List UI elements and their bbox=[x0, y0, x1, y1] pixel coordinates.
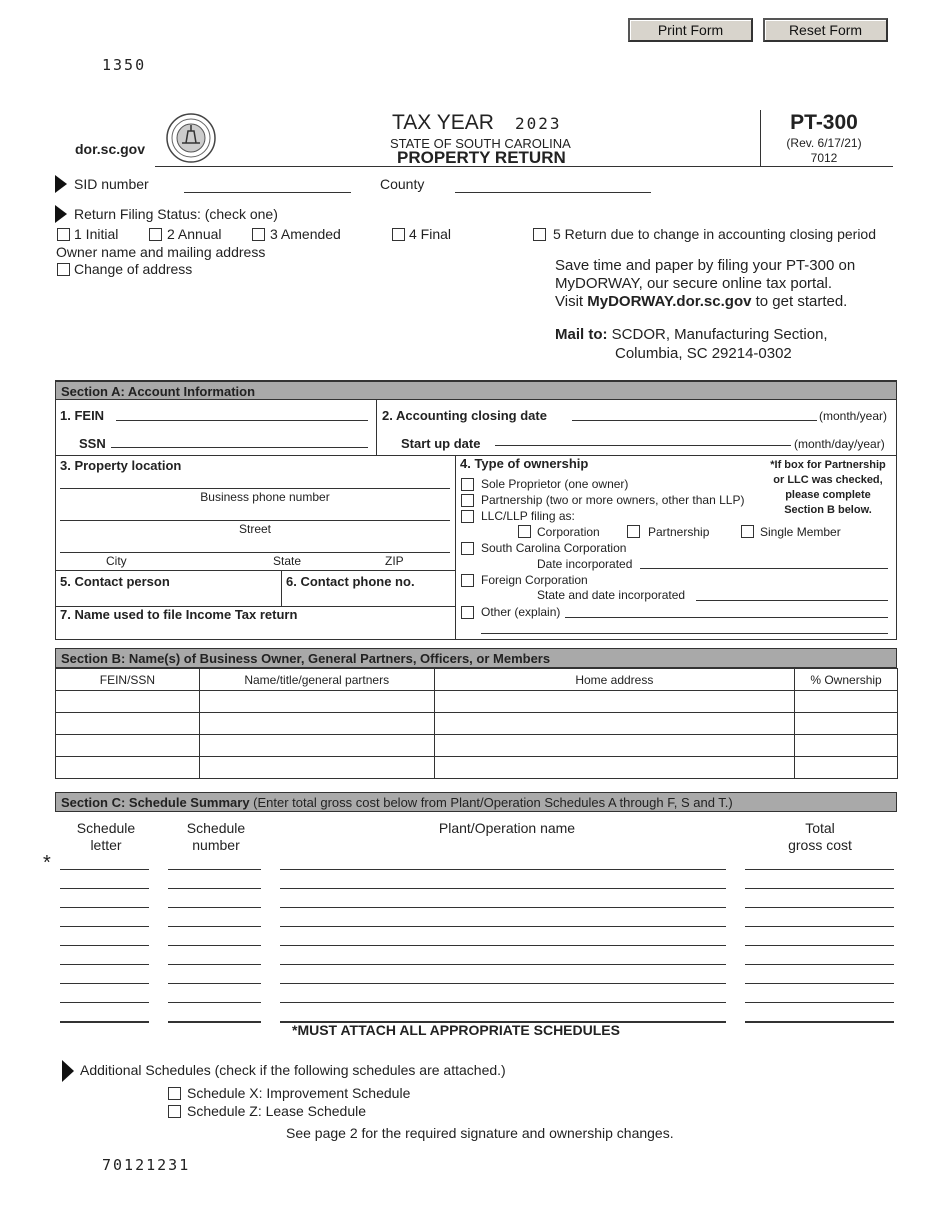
partnership-checkbox[interactable] bbox=[461, 494, 474, 507]
schedule-row-field[interactable] bbox=[745, 1021, 894, 1023]
llc-checkbox[interactable] bbox=[461, 510, 474, 523]
partnership-label: Partnership (two or more owners, other than LLP) bbox=[481, 493, 745, 507]
state-date-incorporated-input[interactable] bbox=[696, 600, 888, 601]
date-incorporated-input[interactable] bbox=[640, 568, 888, 569]
status-annual-checkbox[interactable] bbox=[149, 228, 162, 241]
sole-proprietor-checkbox[interactable] bbox=[461, 478, 474, 491]
schedule-row-field[interactable] bbox=[745, 926, 894, 927]
schedule-row-field[interactable] bbox=[745, 888, 894, 889]
partnership-note: *If box for Partnership or LLC was checked, please complete Section B below. bbox=[770, 459, 886, 516]
property-location-label: 3. Property location bbox=[60, 458, 182, 473]
col-ownership-pct: % Ownership bbox=[795, 669, 898, 691]
owners-table bbox=[55, 668, 898, 779]
promo-text: Save time and paper by filing your PT-300 on MyDORWAY, our secure online tax portal. Visit MyDORWAY.dor.sc.gov to get started. bbox=[555, 257, 856, 310]
sid-label: SID number bbox=[74, 176, 149, 192]
contact-person-label: 5. Contact person bbox=[60, 574, 170, 589]
owners-table-header bbox=[56, 669, 898, 691]
schedule-row-field[interactable] bbox=[60, 1002, 149, 1003]
status-final-checkbox[interactable] bbox=[392, 228, 405, 241]
section-c-header: Section C: Schedule Summary (Enter total gross cost below from Plant/Operation Schedules A through F, S and T.) bbox=[55, 792, 897, 812]
col-fein-ssn: FEIN/SSN bbox=[56, 669, 200, 691]
schedule-row-field[interactable] bbox=[60, 869, 149, 870]
additional-schedules-label: Additional Schedules (check if the following schedules are attached.) bbox=[80, 1062, 506, 1078]
schedule-row-field[interactable] bbox=[168, 1021, 261, 1023]
schedule-row-field[interactable] bbox=[280, 1002, 726, 1003]
date-incorporated-label: Date incorporated bbox=[537, 557, 633, 571]
owner-name-label: Owner name and mailing address bbox=[56, 244, 266, 260]
llc-single-member-checkbox[interactable] bbox=[741, 525, 754, 538]
street-input[interactable] bbox=[60, 552, 450, 553]
section-a-header: Section A: Account Information bbox=[55, 380, 897, 400]
county-input[interactable] bbox=[455, 192, 651, 193]
schedule-row-field[interactable] bbox=[168, 869, 261, 870]
ocr-code-top: 1350 bbox=[102, 56, 147, 74]
tax-year-value: 2023 bbox=[515, 114, 562, 133]
income-tax-name-label: 7. Name used to file Income Tax return bbox=[60, 607, 298, 622]
other-explain-input[interactable] bbox=[565, 617, 888, 618]
llc-single-member-label: Single Member bbox=[760, 525, 841, 539]
tax-year-label: TAX YEAR bbox=[392, 111, 494, 134]
schedule-row-field[interactable] bbox=[745, 869, 894, 870]
schedule-row-field[interactable] bbox=[280, 907, 726, 908]
schedule-z-label: Schedule Z: Lease Schedule bbox=[187, 1103, 367, 1119]
col-name-title: Name/title/general partners bbox=[199, 669, 434, 691]
table-row bbox=[56, 757, 898, 779]
ownership-type-label: 4. Type of ownership bbox=[460, 456, 589, 471]
mydorway-link[interactable]: MyDORWAY.dor.sc.gov bbox=[587, 293, 752, 310]
fein-label: 1. FEIN bbox=[60, 408, 105, 423]
month-day-year-hint: (month/day/year) bbox=[794, 437, 885, 451]
schedule-row-field[interactable] bbox=[168, 888, 261, 889]
status-final-label: 4 Final bbox=[409, 226, 452, 242]
must-attach-note: *MUST ATTACH ALL APPROPRIATE SCHEDULES bbox=[292, 1022, 620, 1038]
status-closing-change-label: 5 Return due to change in accounting closing period bbox=[553, 226, 876, 242]
llc-label: LLC/LLP filing as: bbox=[481, 509, 575, 523]
col-home-address: Home address bbox=[434, 669, 794, 691]
ocr-code-bottom: 70121231 bbox=[102, 1156, 191, 1174]
status-amended-label: 3 Amended bbox=[270, 226, 341, 242]
foreign-corporation-checkbox[interactable] bbox=[461, 574, 474, 587]
form-revision: (Rev. 6/17/21) bbox=[786, 136, 862, 150]
schedule-row-field[interactable] bbox=[60, 945, 149, 946]
status-amended-checkbox[interactable] bbox=[252, 228, 265, 241]
table-row bbox=[56, 691, 898, 713]
form-title: PROPERTY RETURN bbox=[397, 148, 566, 167]
sc-corporation-label: South Carolina Corporation bbox=[481, 541, 627, 555]
llc-partnership-checkbox[interactable] bbox=[627, 525, 640, 538]
llc-partnership-label: Partnership bbox=[648, 525, 710, 539]
zip-label: ZIP bbox=[385, 554, 404, 568]
schedule-row-field[interactable] bbox=[745, 945, 894, 946]
col-schedule-letter: Schedule letter bbox=[76, 820, 136, 853]
contact-phone-label: 6. Contact phone no. bbox=[286, 574, 415, 589]
state-label: State bbox=[273, 554, 302, 568]
schedule-row-field[interactable] bbox=[168, 926, 261, 927]
schedule-row-field[interactable] bbox=[60, 964, 149, 965]
street-label: Street bbox=[238, 522, 271, 536]
arrow-marker-icon bbox=[55, 205, 67, 223]
schedule-row-field[interactable] bbox=[168, 907, 261, 908]
closing-date-input[interactable] bbox=[572, 420, 817, 421]
ssn-label: SSN bbox=[79, 436, 106, 451]
schedule-x-label: Schedule X: Improvement Schedule bbox=[187, 1085, 411, 1101]
llc-corporation-label: Corporation bbox=[537, 525, 600, 539]
business-phone-input[interactable] bbox=[60, 520, 450, 521]
change-of-address-checkbox[interactable] bbox=[57, 263, 70, 276]
sid-input[interactable] bbox=[184, 192, 351, 193]
schedule-row-field[interactable] bbox=[280, 888, 726, 889]
col-total-cost: Total gross cost bbox=[788, 820, 852, 853]
reset-form-button[interactable]: Reset Form bbox=[763, 18, 888, 42]
schedule-row-field[interactable] bbox=[168, 964, 261, 965]
section-b-header: Section B: Name(s) of Business Owner, General Partners, Officers, or Members bbox=[55, 648, 897, 668]
schedule-row-field[interactable] bbox=[60, 907, 149, 908]
property-location-input[interactable] bbox=[60, 488, 450, 489]
schedule-row-field[interactable] bbox=[168, 983, 261, 984]
fein-input[interactable] bbox=[116, 420, 368, 421]
startup-date-label: Start up date bbox=[401, 436, 481, 451]
change-of-address-label: Change of address bbox=[74, 261, 193, 277]
schedule-row-field[interactable] bbox=[745, 1002, 894, 1003]
website-label: dor.sc.gov bbox=[75, 141, 146, 157]
sole-proprietor-label: Sole Proprietor (one owner) bbox=[481, 477, 629, 491]
schedule-row-field[interactable] bbox=[60, 888, 149, 889]
schedule-row-field[interactable] bbox=[60, 926, 149, 927]
state-seal-icon bbox=[166, 113, 216, 163]
filing-status-label: Return Filing Status: (check one) bbox=[74, 206, 278, 222]
business-phone-label: Business phone number bbox=[200, 490, 330, 504]
state-date-incorporated-label: State and date incorporated bbox=[537, 588, 686, 602]
schedule-row-field[interactable] bbox=[60, 983, 149, 984]
other-ownership-label: Other (explain) bbox=[481, 605, 561, 619]
county-label: County bbox=[380, 176, 425, 192]
schedule-row-field[interactable] bbox=[280, 945, 726, 946]
schedule-row-field[interactable] bbox=[745, 964, 894, 965]
required-asterisk: * bbox=[43, 852, 51, 874]
form-code: 7012 bbox=[810, 151, 838, 165]
schedule-row-field[interactable] bbox=[745, 983, 894, 984]
col-schedule-number: Schedule number bbox=[186, 820, 246, 853]
arrow-marker-icon bbox=[62, 1060, 74, 1082]
startup-date-input[interactable] bbox=[495, 445, 791, 446]
other-explain-input-2[interactable] bbox=[481, 633, 888, 634]
col-plant-name: Plant/Operation name bbox=[438, 820, 576, 836]
form-number: PT-300 bbox=[790, 111, 858, 134]
status-initial-label: 1 Initial bbox=[74, 226, 119, 242]
schedule-row-field[interactable] bbox=[168, 1002, 261, 1003]
city-label: City bbox=[106, 554, 127, 568]
print-form-button[interactable]: Print Form bbox=[628, 18, 753, 42]
sc-corporation-checkbox[interactable] bbox=[461, 542, 474, 555]
status-closing-change-checkbox[interactable] bbox=[533, 228, 546, 241]
schedule-row-field[interactable] bbox=[280, 926, 726, 927]
ssn-input[interactable] bbox=[111, 447, 368, 448]
status-initial-checkbox[interactable] bbox=[57, 228, 70, 241]
schedule-z-checkbox[interactable] bbox=[168, 1105, 181, 1118]
table-row bbox=[56, 713, 898, 735]
schedule-x-checkbox[interactable] bbox=[168, 1087, 181, 1100]
arrow-marker-icon bbox=[55, 175, 67, 193]
status-annual-label: 2 Annual bbox=[167, 226, 222, 242]
state-name: STATE OF SOUTH CAROLINA bbox=[390, 136, 571, 151]
other-ownership-checkbox[interactable] bbox=[461, 606, 474, 619]
foreign-corporation-label: Foreign Corporation bbox=[481, 573, 588, 587]
schedule-row-field[interactable] bbox=[280, 983, 726, 984]
closing-date-label: 2. Accounting closing date bbox=[382, 408, 547, 423]
schedule-row-field[interactable] bbox=[280, 964, 726, 965]
table-row bbox=[56, 735, 898, 757]
schedule-row-field[interactable] bbox=[168, 945, 261, 946]
schedule-row-field[interactable] bbox=[60, 1021, 149, 1023]
schedule-row-field[interactable] bbox=[280, 869, 726, 870]
month-year-hint: (month/year) bbox=[819, 409, 888, 423]
see-page-2-note: See page 2 for the required signature and ownership changes. bbox=[286, 1125, 674, 1141]
schedule-row-field[interactable] bbox=[745, 907, 894, 908]
llc-corporation-checkbox[interactable] bbox=[518, 525, 531, 538]
mail-to: Mail to: SCDOR, Manufacturing Section, Columbia, SC 29214-0302 bbox=[555, 326, 828, 362]
